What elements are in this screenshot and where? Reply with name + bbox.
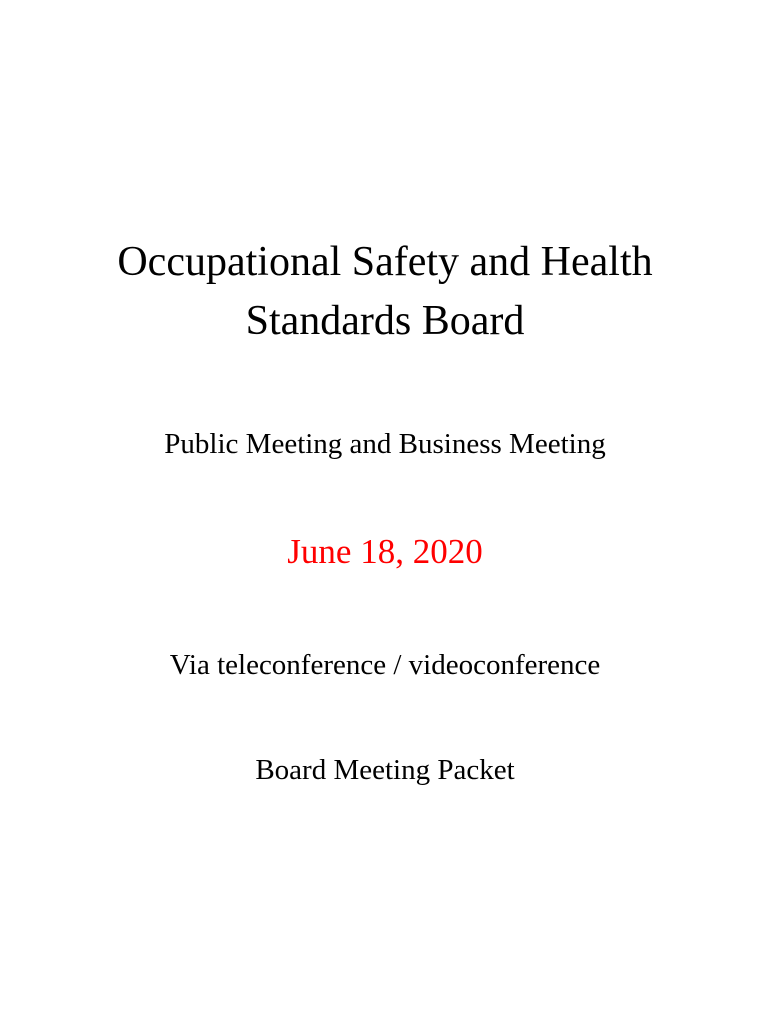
meeting-subtitle: Public Meeting and Business Meeting [164, 428, 606, 460]
meeting-date: June 18, 2020 [287, 532, 483, 571]
title-line-1: Occupational Safety and Health [117, 239, 653, 285]
packet-label: Board Meeting Packet [255, 754, 515, 786]
meeting-venue: Via teleconference / videoconference [169, 649, 601, 681]
title-line-2: Standards Board [245, 298, 525, 344]
